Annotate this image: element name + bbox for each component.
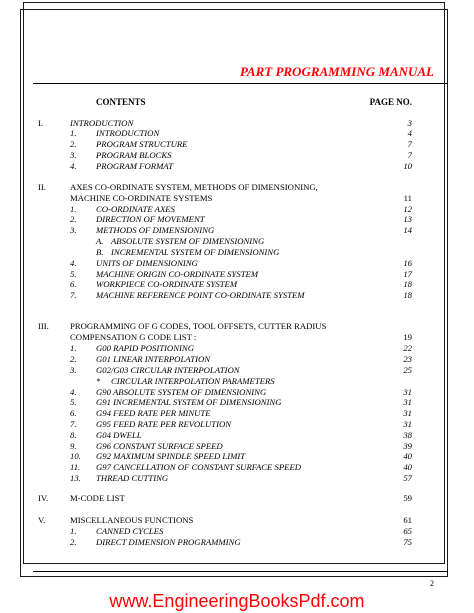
toc-row [0,376,474,387]
item-title: PROGRAM BLOCKS [96,150,172,160]
item-title: PROGRAM FORMAT [96,161,174,171]
item-title: WORKPIECE CO-ORDINATE SYSTEM [96,279,238,289]
toc-row [0,451,474,462]
item-title: G04 DWELL [96,430,142,440]
page-ref: 16 [403,258,412,268]
page-ref: 39 [403,441,412,451]
item-number: 6. [70,279,77,289]
manual-title: PART PROGRAMMING MANUAL [239,64,434,79]
item-title: MACHINE ORIGIN CO-ORDINATE SYSTEM [96,269,259,279]
toc-row [0,214,474,225]
item-title: UNITS OF DIMENSIONING [96,258,198,268]
item-title: G00 RAPID POSITIONING [96,343,194,353]
page-ref: 40 [403,451,412,461]
page-ref: 3 [407,118,412,128]
item-title: G90 ABSOLUTE SYSTEM OF DIMENSIONING [96,387,267,397]
item-title: CIRCULAR INTERPOLATION PARAMETERS [111,376,275,386]
item-number: 4. [70,258,77,268]
item-number: 2. [70,214,77,224]
contents-header: CONTENTS [96,97,146,107]
item-title: G96 CONSTANT SURFACE SPEED [96,441,223,451]
page-ref: 75 [403,537,412,547]
toc-row [0,473,474,484]
page-ref: 18 [403,279,412,289]
item-number: 3. [70,150,77,160]
page-ref: 7 [407,139,412,149]
item-title: G92 MAXIMUM SPINDLE SPEED LIMIT [96,451,246,461]
item-marker: B. [96,247,104,257]
item-number: 5. [70,397,77,407]
section-title: COMPENSATION G CODE LIST : [70,332,197,342]
item-number: 13. [70,473,81,483]
item-title: DIRECTION OF MOVEMENT [96,214,205,224]
item-title: MACHINE REFERENCE POINT CO-ORDINATE SYSTEM [96,290,305,300]
item-number: 1. [70,526,77,536]
item-number: 4. [70,161,77,171]
page-ref: 25 [403,365,412,375]
site-watermark-link[interactable]: www.EngineeringBooksPdf.com [109,591,365,611]
toc-row [0,290,474,301]
toc-row [0,493,474,504]
item-number: 2. [70,354,77,364]
item-marker: * [96,376,101,386]
page-no-header: PAGE NO. [369,97,412,107]
page-ref: 13 [403,214,412,224]
toc-row [0,193,474,204]
section-title: AXES CO-ORDINATE SYSTEM, METHODS OF DIMENSIONING, [70,182,318,192]
section-title: MACHINE CO-ORDINATE SYSTEMS [70,193,213,203]
toc-row [0,161,474,172]
chapter-numeral: III. [38,321,49,331]
item-title: METHODS OF DIMENSIONING [96,225,215,235]
toc-row [0,139,474,150]
chapter-numeral: IV. [38,493,49,503]
item-title: THREAD CUTTING [96,473,169,483]
bottom-divider [33,571,448,572]
item-title: ABSOLUTE SYSTEM OF DIMENSIONING [111,236,265,246]
page-ref: 22 [403,343,412,353]
section-title: INTRODUCTION [70,118,134,128]
toc-row [0,279,474,290]
toc-row [0,343,474,354]
item-number: 6. [70,408,77,418]
item-number: 3. [70,225,77,235]
toc-row [0,419,474,430]
toc-row [0,537,474,548]
item-number: 8. [70,430,77,440]
item-title: G01 LINEAR INTERPOLATION [96,354,211,364]
toc-row [0,462,474,473]
page-ref: 31 [403,408,412,418]
toc-row [0,247,474,258]
page-ref: 65 [403,526,412,536]
item-number: 11. [70,462,81,472]
item-title: PROGRAM STRUCTURE [96,139,188,149]
page-ref: 40 [403,462,412,472]
item-title: G94 FEED RATE PER MINUTE [96,408,211,418]
page-ref: 59 [403,493,412,503]
toc-row [0,515,474,526]
page-ref: 10 [403,161,412,171]
page-ref: 11 [403,193,412,203]
item-title: G97 CANCELLATION OF CONSTANT SURFACE SPEED [96,462,302,472]
toc-row [0,258,474,269]
item-title: DIRECT DIMENSION PROGRAMMING [96,537,241,547]
toc-row [0,182,474,193]
item-title: CO-ORDINATE AXES [96,204,175,214]
toc-row [0,397,474,408]
item-number: 1. [70,128,77,138]
page-ref: 23 [403,354,412,364]
toc-row [0,150,474,161]
item-number: 2. [70,139,77,149]
page-ref: 31 [403,419,412,429]
page-ref: 38 [403,430,412,440]
item-marker: A. [96,236,104,246]
chapter-numeral: V. [38,515,46,525]
item-number: 1. [70,343,77,353]
page-ref: 12 [403,204,412,214]
toc-row [0,321,474,332]
item-number: 2. [70,537,77,547]
item-number: 1. [70,204,77,214]
toc-row [0,526,474,537]
page-ref: 19 [403,332,412,342]
page-ref: 31 [403,387,412,397]
item-number: 7. [70,419,77,429]
toc-row [0,236,474,247]
page-ref: 57 [403,473,412,483]
section-title: PROGRAMMING OF G CODES, TOOL OFFSETS, CUTTER RADIUS [70,321,327,331]
item-number: 10. [70,451,81,461]
page-ref: 4 [407,128,412,138]
toc-row [0,128,474,139]
page-ref: 17 [403,269,412,279]
toc-row [0,354,474,365]
item-number: 4. [70,387,77,397]
page-ref: 61 [403,515,412,525]
page-ref: 14 [403,225,412,235]
page-ref: 7 [407,150,412,160]
toc-row [0,430,474,441]
item-number: 3. [70,365,77,375]
item-number: 9. [70,441,77,451]
toc-row [0,365,474,376]
section-title: MISCELLANEOUS FUNCTIONS [70,515,194,525]
section-title: M-CODE LIST [70,493,125,503]
item-title: G91 INCREMENTAL SYSTEM OF DIMENSIONING [96,397,282,407]
toc-row [0,225,474,236]
title-divider [33,83,448,84]
item-number: 7. [70,290,77,300]
toc-row [0,408,474,419]
chapter-numeral: I. [38,118,44,128]
chapter-numeral: II. [38,182,46,192]
item-title: G02/G03 CIRCULAR INTERPOLATION [96,365,240,375]
item-title: INCREMENTAL SYSTEM OF DIMENSIONING [111,247,280,257]
page-number: 2 [430,579,434,588]
item-title: CANNED CYCLES [96,526,164,536]
toc-row [0,332,474,343]
page-ref: 18 [403,290,412,300]
page-ref: 31 [403,397,412,407]
item-number: 5. [70,269,77,279]
item-title: G95 FEED RATE PER REVOLUTION [96,419,232,429]
item-title: INTRODUCTION [96,128,160,138]
